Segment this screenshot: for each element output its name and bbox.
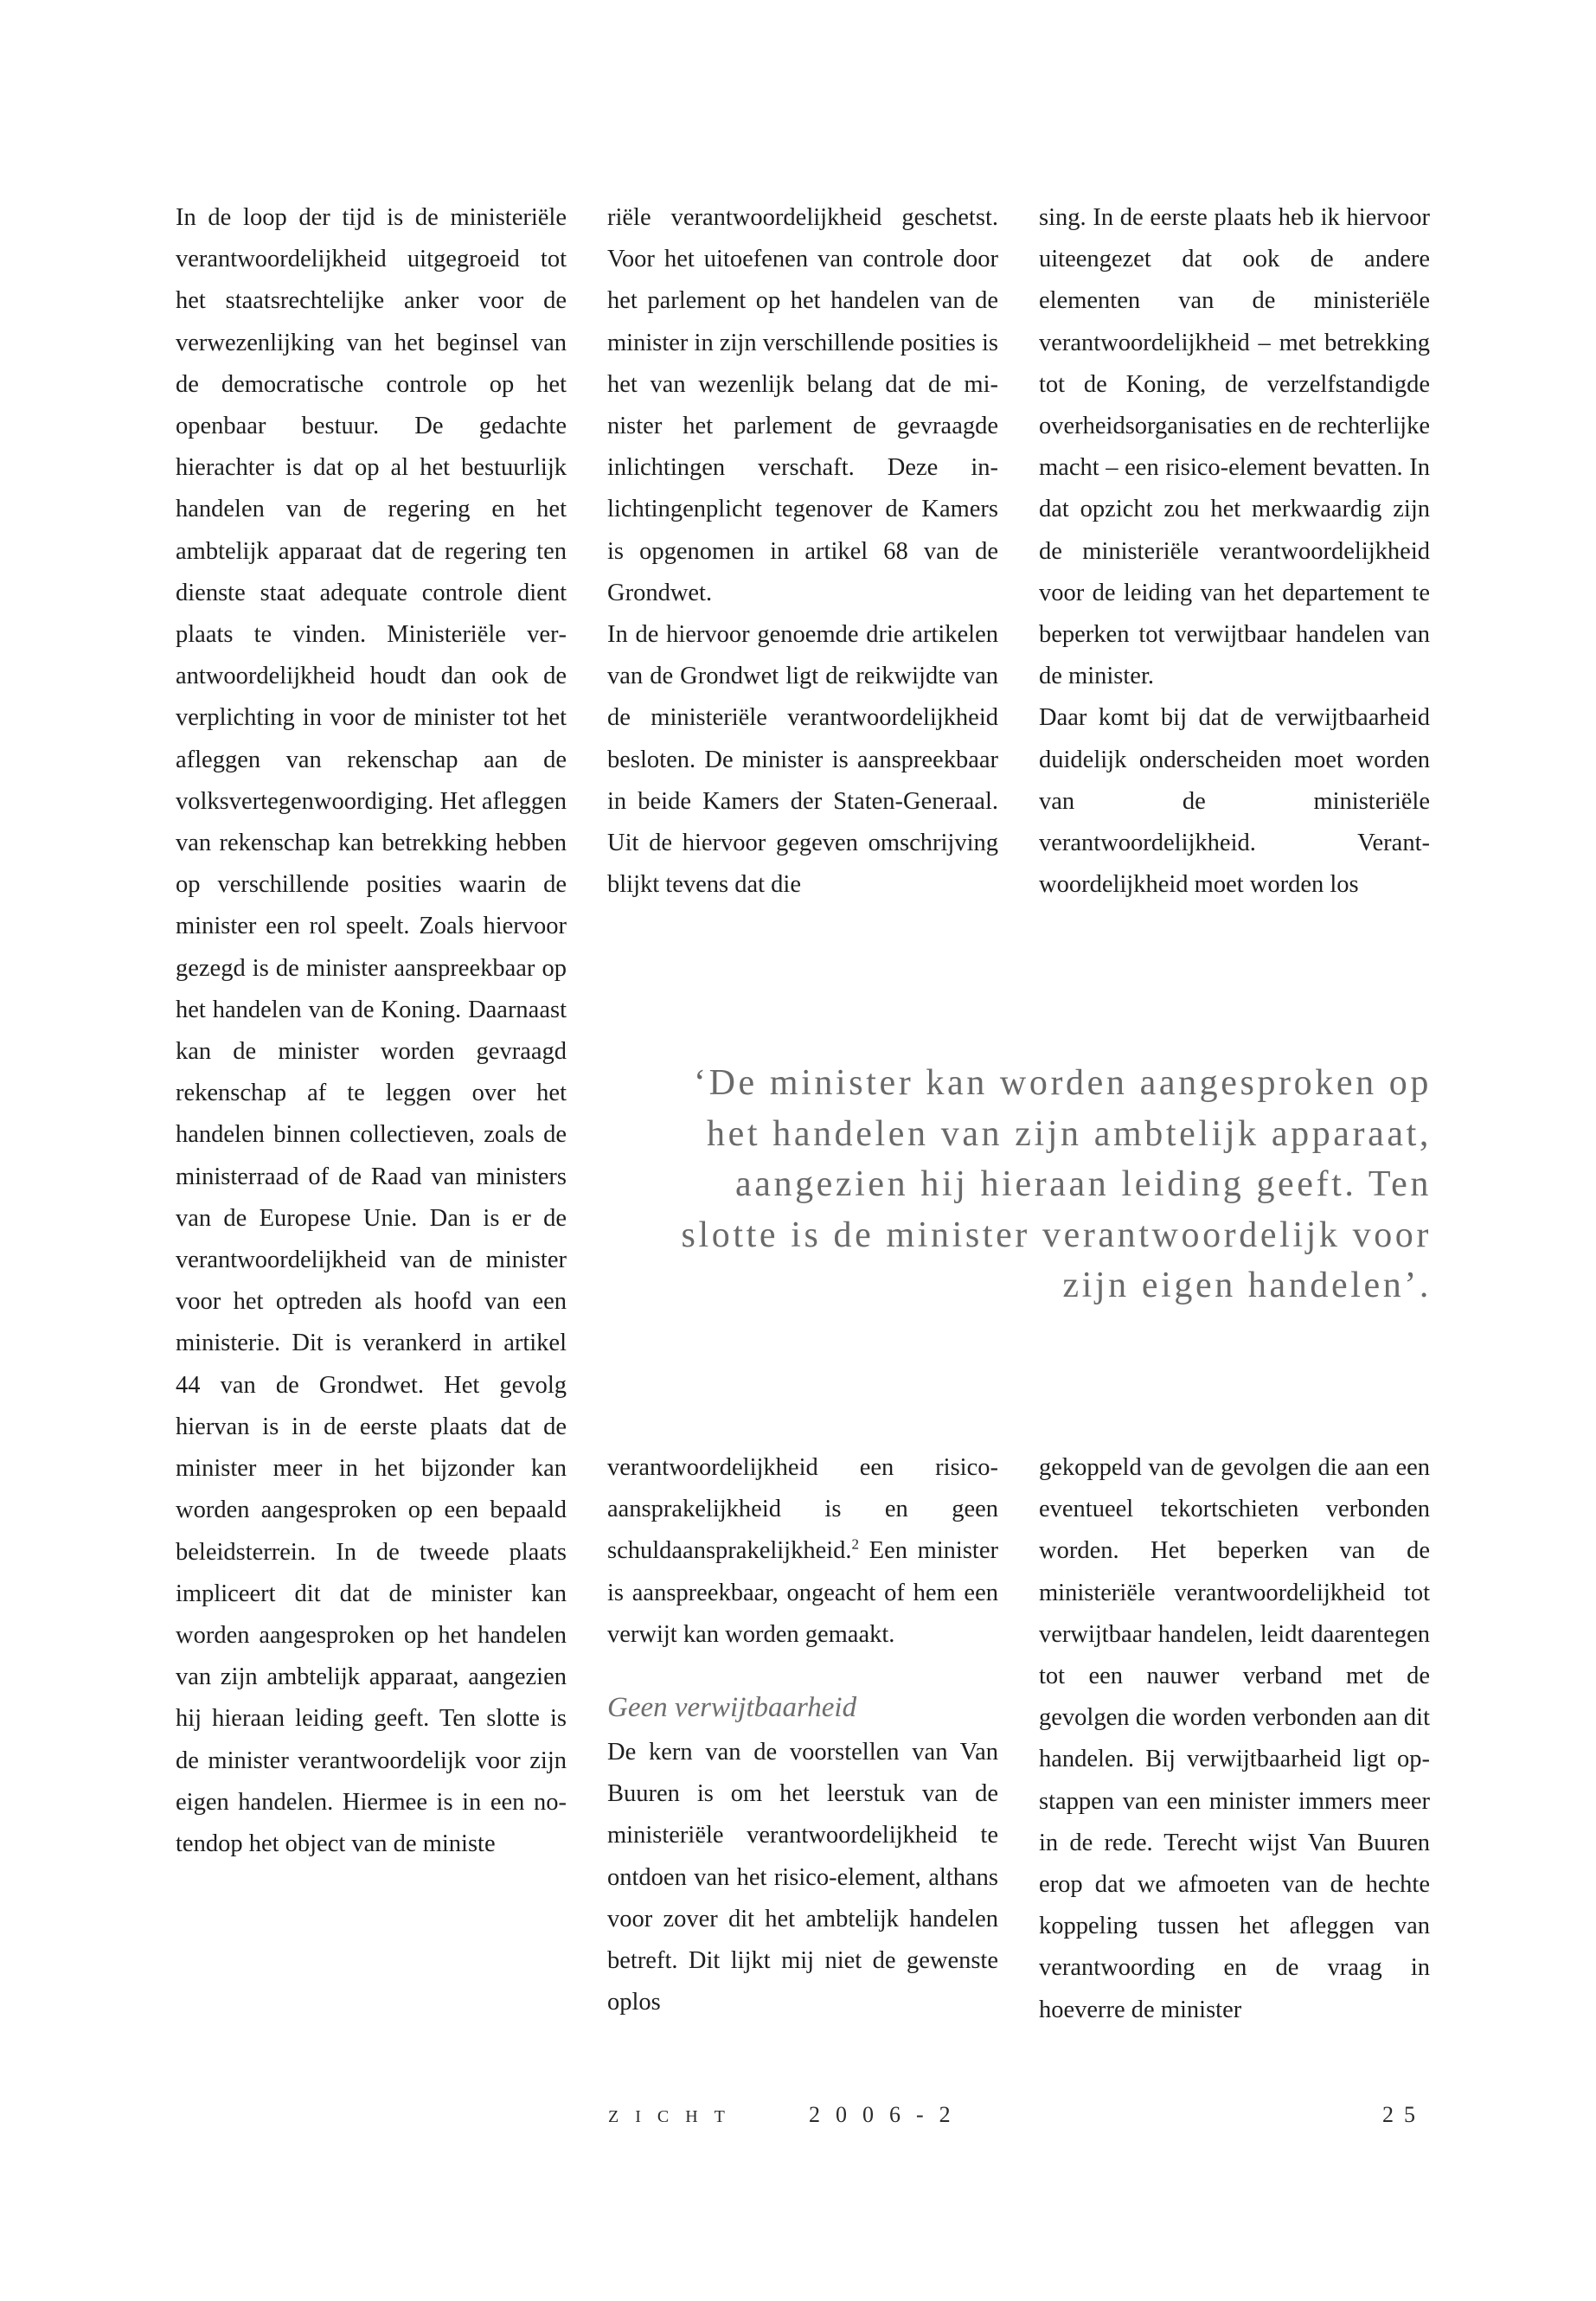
pull-quote: ‘De minister kan worden aangesproken op het handelen van zijn ambtelijk apparaat, aangezien hij hieraan leiding geeft. Ten slotte is de minister verantwoordelijk voor zijn eigen handelen’. <box>681 1063 1432 1305</box>
section-subheading: Geen verwijtbaarheid <box>607 1692 857 1724</box>
paragraph: riële verantwoordelijkheid geschetst. Voor het uitoefenen van controle door het parlement op het handelen van de minister in zijn verschillende posities is het van wezenlijk belang dat de minister het parlement de gevraagde inlichtingen verschaft. Deze inlichtingenplicht tegenover de Kamers is opgenomen in artikel 68 van de Grondwet. <box>607 204 998 606</box>
text-column-2 <box>607 197 998 906</box>
text-column-2-lower <box>607 1447 998 2023</box>
footnote-reference: 2 <box>851 1535 860 1553</box>
text-column-3-lower <box>1039 1447 1430 2031</box>
paragraph: In de hiervoor genoemde drie artikelen van de Grondwet ligt de reikwijdte van de ministeriële verantwoordelijkheid besloten. De minister is aanspreekbaar in beide Kamers der Staten-Generaal. Uit de hiervoor gegeven omschrijving blijkt tevens dat die <box>607 621 998 899</box>
paragraph: Daar komt bij dat de verwijtbaarheid duidelijk onderscheiden moet worden van de ministeriële verantwoordelijkheid. Verantwoordelijkheid moet worden los <box>1039 704 1430 899</box>
text-column-1 <box>176 197 567 1865</box>
paragraph-text: verantwoordelijkheid een risicoaansprakelijkheid is en geen schuldaansprakelijkheid. <box>607 1454 998 1565</box>
footer-issue: 2006-2 <box>809 2102 966 2127</box>
text-column-3 <box>1039 197 1430 906</box>
footer-journal-name: ZICHT <box>608 2107 741 2126</box>
paragraph: gekoppeld van de gevolgen die aan een eventueel tekortschieten verbonden worden. Het beperken van de ministeriële verantwoordelijkheid tot verwijtbaar handelen, leidt daarentegen tot een nauwer verband met de gevolgen die worden verbonden aan dit handelen. Bij verwijtbaarheid ligt opstappen van een minister immers meer in de rede. Terecht wijst Van Buuren erop dat we afmoeten van de hechte koppeling tussen het afleggen van verantwoording en de vraag in hoeverre de minister <box>1039 1454 1430 2023</box>
paragraph-text: Een minister is aanspreekbaar, ongeacht of hem een verwijt kan worden gemaakt. <box>607 1537 998 1648</box>
page-number: 25 <box>1382 2102 1426 2127</box>
paragraph: sing. In de eerste plaats heb ik hiervoor uiteengezet dat ook de andere elementen van de ministeriële verantwoordelijkheid – met betrekking tot de Koning, de verzelfstandigde overheidsorganisaties en de rechterlijke macht – een risico-element bevatten. In dat opzicht zou het merkwaardig zijn de ministeriële verantwoordelijkheid voor de leiding van het departement te beperken tot verwijtbaar handelen van de minister. <box>1039 204 1430 690</box>
paragraph <box>607 1447 998 1656</box>
paragraph: De kern van de voorstellen van Van Buuren is om het leerstuk van de ministeriële verantwoordelijkheid te ontdoen van het risico-element, althans voor zover dit het ambtelijk handelen betreft. Dit lijkt mij niet de gewenste oplos <box>607 1739 998 2016</box>
paragraph: In de loop der tijd is de ministeriële verantwoordelijkheid uitgegroeid tot het staatsrechtelijke anker voor de verwezenlijking van het beginsel van de democratische controle op het openbaar bestuur. De gedachte hierachter is dat op al het bestuurlijk handelen van de regering en het ambtelijk apparaat dat de regering ten dienste staat adequate controle dient plaats te vinden. Ministeriële verantwoordelijkheid houdt dan ook de verplichting in voor de minister tot het afleggen van rekenschap aan de volksvertegenwoordiging. Het afleggen van rekenschap kan betrekking hebben op verschillende posities waarin de minister een rol speelt. Zoals hiervoor gezegd is de minister aanspreekbaar op het handelen van de Koning. Daarnaast kan de minister worden gevraagd rekenschap af te leggen over het handelen binnen collectieven, zoals de ministerraad of de Raad van ministers van de Europese Unie. Dan is er de verantwoordelijkheid van de minister voor het optreden als hoofd van een ministerie. Dit is verankerd in artikel 44 van de Grondwet. Het gevolg hiervan is in de eerste plaats dat de minister meer in het bijzonder kan worden aangesproken op een bepaald beleidsterrein. In de tweede plaats impliceert dit dat de minister kan worden aangesproken op het handelen van zijn ambtelijk apparaat, aangezien hij hieraan leiding geeft. Ten slotte is de minister verantwoordelijk voor zijn eigen handelen. Hiermee is in een notendop het object van de ministe <box>176 204 567 1857</box>
